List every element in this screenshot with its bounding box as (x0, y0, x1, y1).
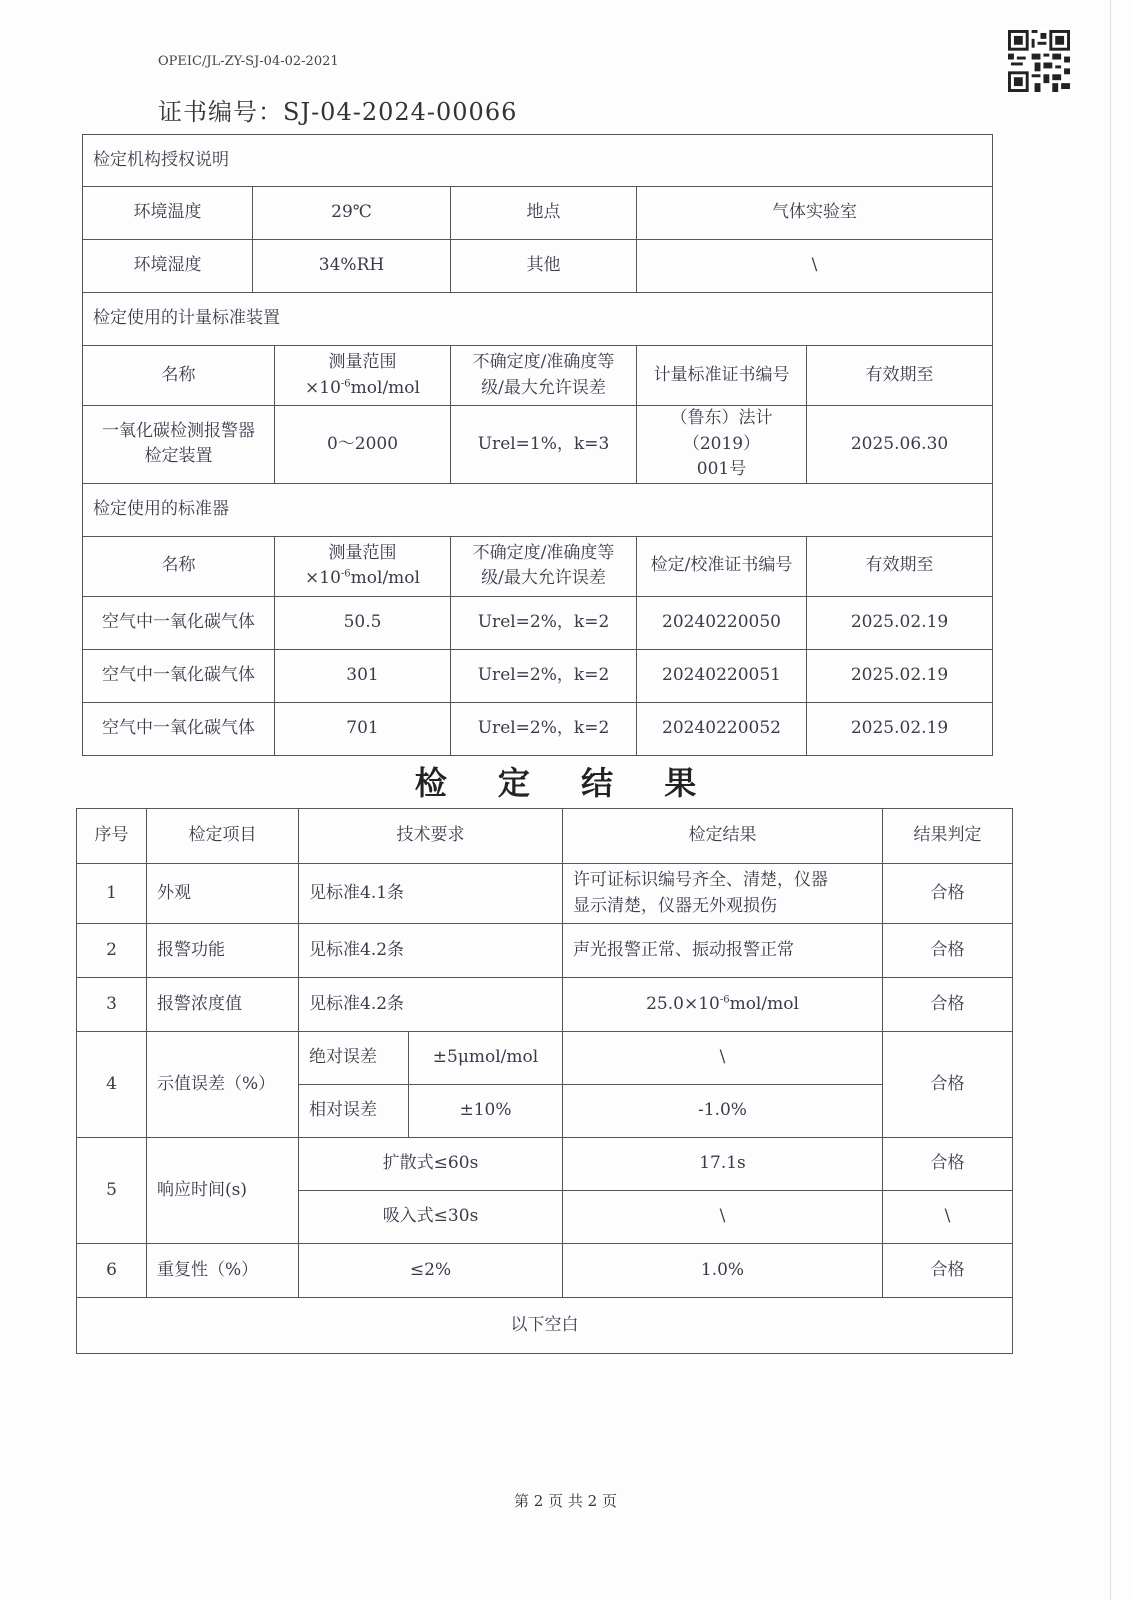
standards-table (82, 134, 993, 756)
ref-valid: 2025.02.19 (807, 702, 993, 755)
ref-uncertainty: Urel=2%，k=2 (451, 649, 637, 702)
ref-valid: 2025.02.19 (807, 596, 993, 649)
table-row (83, 187, 993, 240)
row-no: 3 (77, 978, 147, 1032)
row-item: 报警浓度值 (147, 978, 299, 1032)
ref-range: 301 (275, 649, 451, 702)
col-cert: 计量标准证书编号 (637, 346, 807, 406)
row-result: 1.0% (563, 1244, 883, 1298)
col-uncertainty: 不确定度/准确度等 级/最大允许误差 (451, 346, 637, 406)
table-row (83, 702, 993, 755)
authorization-section-title: 检定机构授权说明 (83, 135, 993, 187)
sub-requirement: 扩散式≤60s (299, 1138, 563, 1191)
row-no: 6 (77, 1244, 147, 1298)
col-range: 测量范围 $\times 10^{-6}mol$/mol (275, 346, 451, 406)
row-item: 重复性（%） (147, 1244, 299, 1298)
row-no: 5 (77, 1138, 147, 1244)
sub-requirement: ±10% (409, 1085, 563, 1138)
row-no: 2 (77, 924, 147, 978)
row-judgement: 合格 (883, 924, 1013, 978)
sub-requirement: 吸入式≤30s (299, 1191, 563, 1244)
ref-cert: 20240220050 (637, 596, 807, 649)
table-row (83, 240, 993, 293)
env-temp-label: 环境温度 (83, 187, 253, 240)
sub-result: \ (563, 1191, 883, 1244)
row-requirement: 见标准4.2条 (299, 924, 563, 978)
page-number: 第 2 页 共 2 页 (514, 1492, 617, 1510)
ref-col-valid: 有效期至 (807, 536, 993, 596)
table-row (83, 406, 993, 484)
row-judgement: 合格 (883, 864, 1013, 924)
row-no: 4 (77, 1032, 147, 1138)
ref-name: 空气中一氧化碳气体 (83, 649, 275, 702)
row-item: 示值误差（%） (147, 1032, 299, 1138)
device-name: 一氧化碳检测报警器 检定装置 (83, 406, 275, 484)
table-row (77, 1138, 1013, 1191)
table-header-row (83, 346, 993, 406)
env-temp-value: 29℃ (253, 187, 451, 240)
env-humidity-value: 34%RH (253, 240, 451, 293)
certificate-number-label: 证书编号： (158, 98, 283, 126)
device-uncertainty: Urel=1%，k=3 (451, 406, 637, 484)
sub-result: -1.0% (563, 1085, 883, 1138)
other-label: 其他 (451, 240, 637, 293)
qr-code-icon (1008, 30, 1070, 92)
row-result: 许可证标识编号齐全、清楚，仪器 显示清楚，仪器无外观损伤 (563, 864, 883, 924)
ref-name: 空气中一氧化碳气体 (83, 702, 275, 755)
table-row (83, 596, 993, 649)
certificate-number (158, 92, 517, 127)
row-requirement: 见标准4.2条 (299, 978, 563, 1032)
row-judgement: 合格 (883, 978, 1013, 1032)
row-judgement: 合格 (883, 1032, 1013, 1138)
results-title: 检 定 结 果 (414, 764, 717, 802)
table-row (77, 864, 1013, 924)
sub-result: \ (563, 1032, 883, 1085)
row-item: 外观 (147, 864, 299, 924)
table-row (83, 649, 993, 702)
ref-uncertainty: Urel=2%，k=2 (451, 702, 637, 755)
col-requirement: 技术要求 (299, 809, 563, 864)
other-value: \ (637, 240, 993, 293)
row-item: 响应时间(s) (147, 1138, 299, 1244)
table-header-row (83, 536, 993, 596)
blank-note: 以下空白 (77, 1298, 1013, 1354)
row-no: 1 (77, 864, 147, 924)
col-valid: 有效期至 (807, 346, 993, 406)
table-row (77, 924, 1013, 978)
table-header-row (77, 809, 1013, 864)
row-requirement: 见标准4.1条 (299, 864, 563, 924)
ref-col-uncertainty: 不确定度/准确度等 级/最大允许误差 (451, 536, 637, 596)
row-result: $25.0\times 10^{-6}mol$/mol (563, 978, 883, 1032)
ref-col-range: 测量范围 $\times 10^{-6}mol$/mol (275, 536, 451, 596)
sub-judgement: \ (883, 1191, 1013, 1244)
sub-label: 绝对误差 (299, 1032, 409, 1085)
col-name: 名称 (83, 346, 275, 406)
form-code: OPEIC/JL-ZY-SJ-04-02-2021 (158, 54, 339, 69)
results-table (76, 808, 1013, 1354)
table-row (77, 1244, 1013, 1298)
device-range: 0～2000 (275, 406, 451, 484)
ref-valid: 2025.02.19 (807, 649, 993, 702)
sub-judgement: 合格 (883, 1138, 1013, 1191)
col-judgement: 结果判定 (883, 809, 1013, 864)
col-result: 检定结果 (563, 809, 883, 864)
row-requirement: ≤2% (299, 1244, 563, 1298)
location-label: 地点 (451, 187, 637, 240)
row-item: 报警功能 (147, 924, 299, 978)
reference-section-title: 检定使用的标准器 (83, 483, 993, 536)
sub-requirement: ±5μmol/mol (409, 1032, 563, 1085)
sub-label: 相对误差 (299, 1085, 409, 1138)
sub-result: 17.1s (563, 1138, 883, 1191)
table-row (77, 1032, 1013, 1085)
env-humidity-label: 环境湿度 (83, 240, 253, 293)
col-item: 检定项目 (147, 809, 299, 864)
location-value: 气体实验室 (637, 187, 993, 240)
ref-col-name: 名称 (83, 536, 275, 596)
device-valid: 2025.06.30 (807, 406, 993, 484)
ref-name: 空气中一氧化碳气体 (83, 596, 275, 649)
ref-col-cert: 检定/校准证书编号 (637, 536, 807, 596)
table-row (77, 978, 1013, 1032)
ref-cert: 20240220051 (637, 649, 807, 702)
device-cert: （鲁东）法计（2019） 001号 (637, 406, 807, 484)
ref-range: 701 (275, 702, 451, 755)
col-no: 序号 (77, 809, 147, 864)
row-result: 声光报警正常、振动报警正常 (563, 924, 883, 978)
standard-device-section-title: 检定使用的计量标准装置 (83, 293, 993, 346)
row-judgement: 合格 (883, 1244, 1013, 1298)
ref-uncertainty: Urel=2%，k=2 (451, 596, 637, 649)
certificate-number-value: SJ-04-2024-00066 (283, 98, 518, 126)
ref-range: 50.5 (275, 596, 451, 649)
ref-cert: 20240220052 (637, 702, 807, 755)
